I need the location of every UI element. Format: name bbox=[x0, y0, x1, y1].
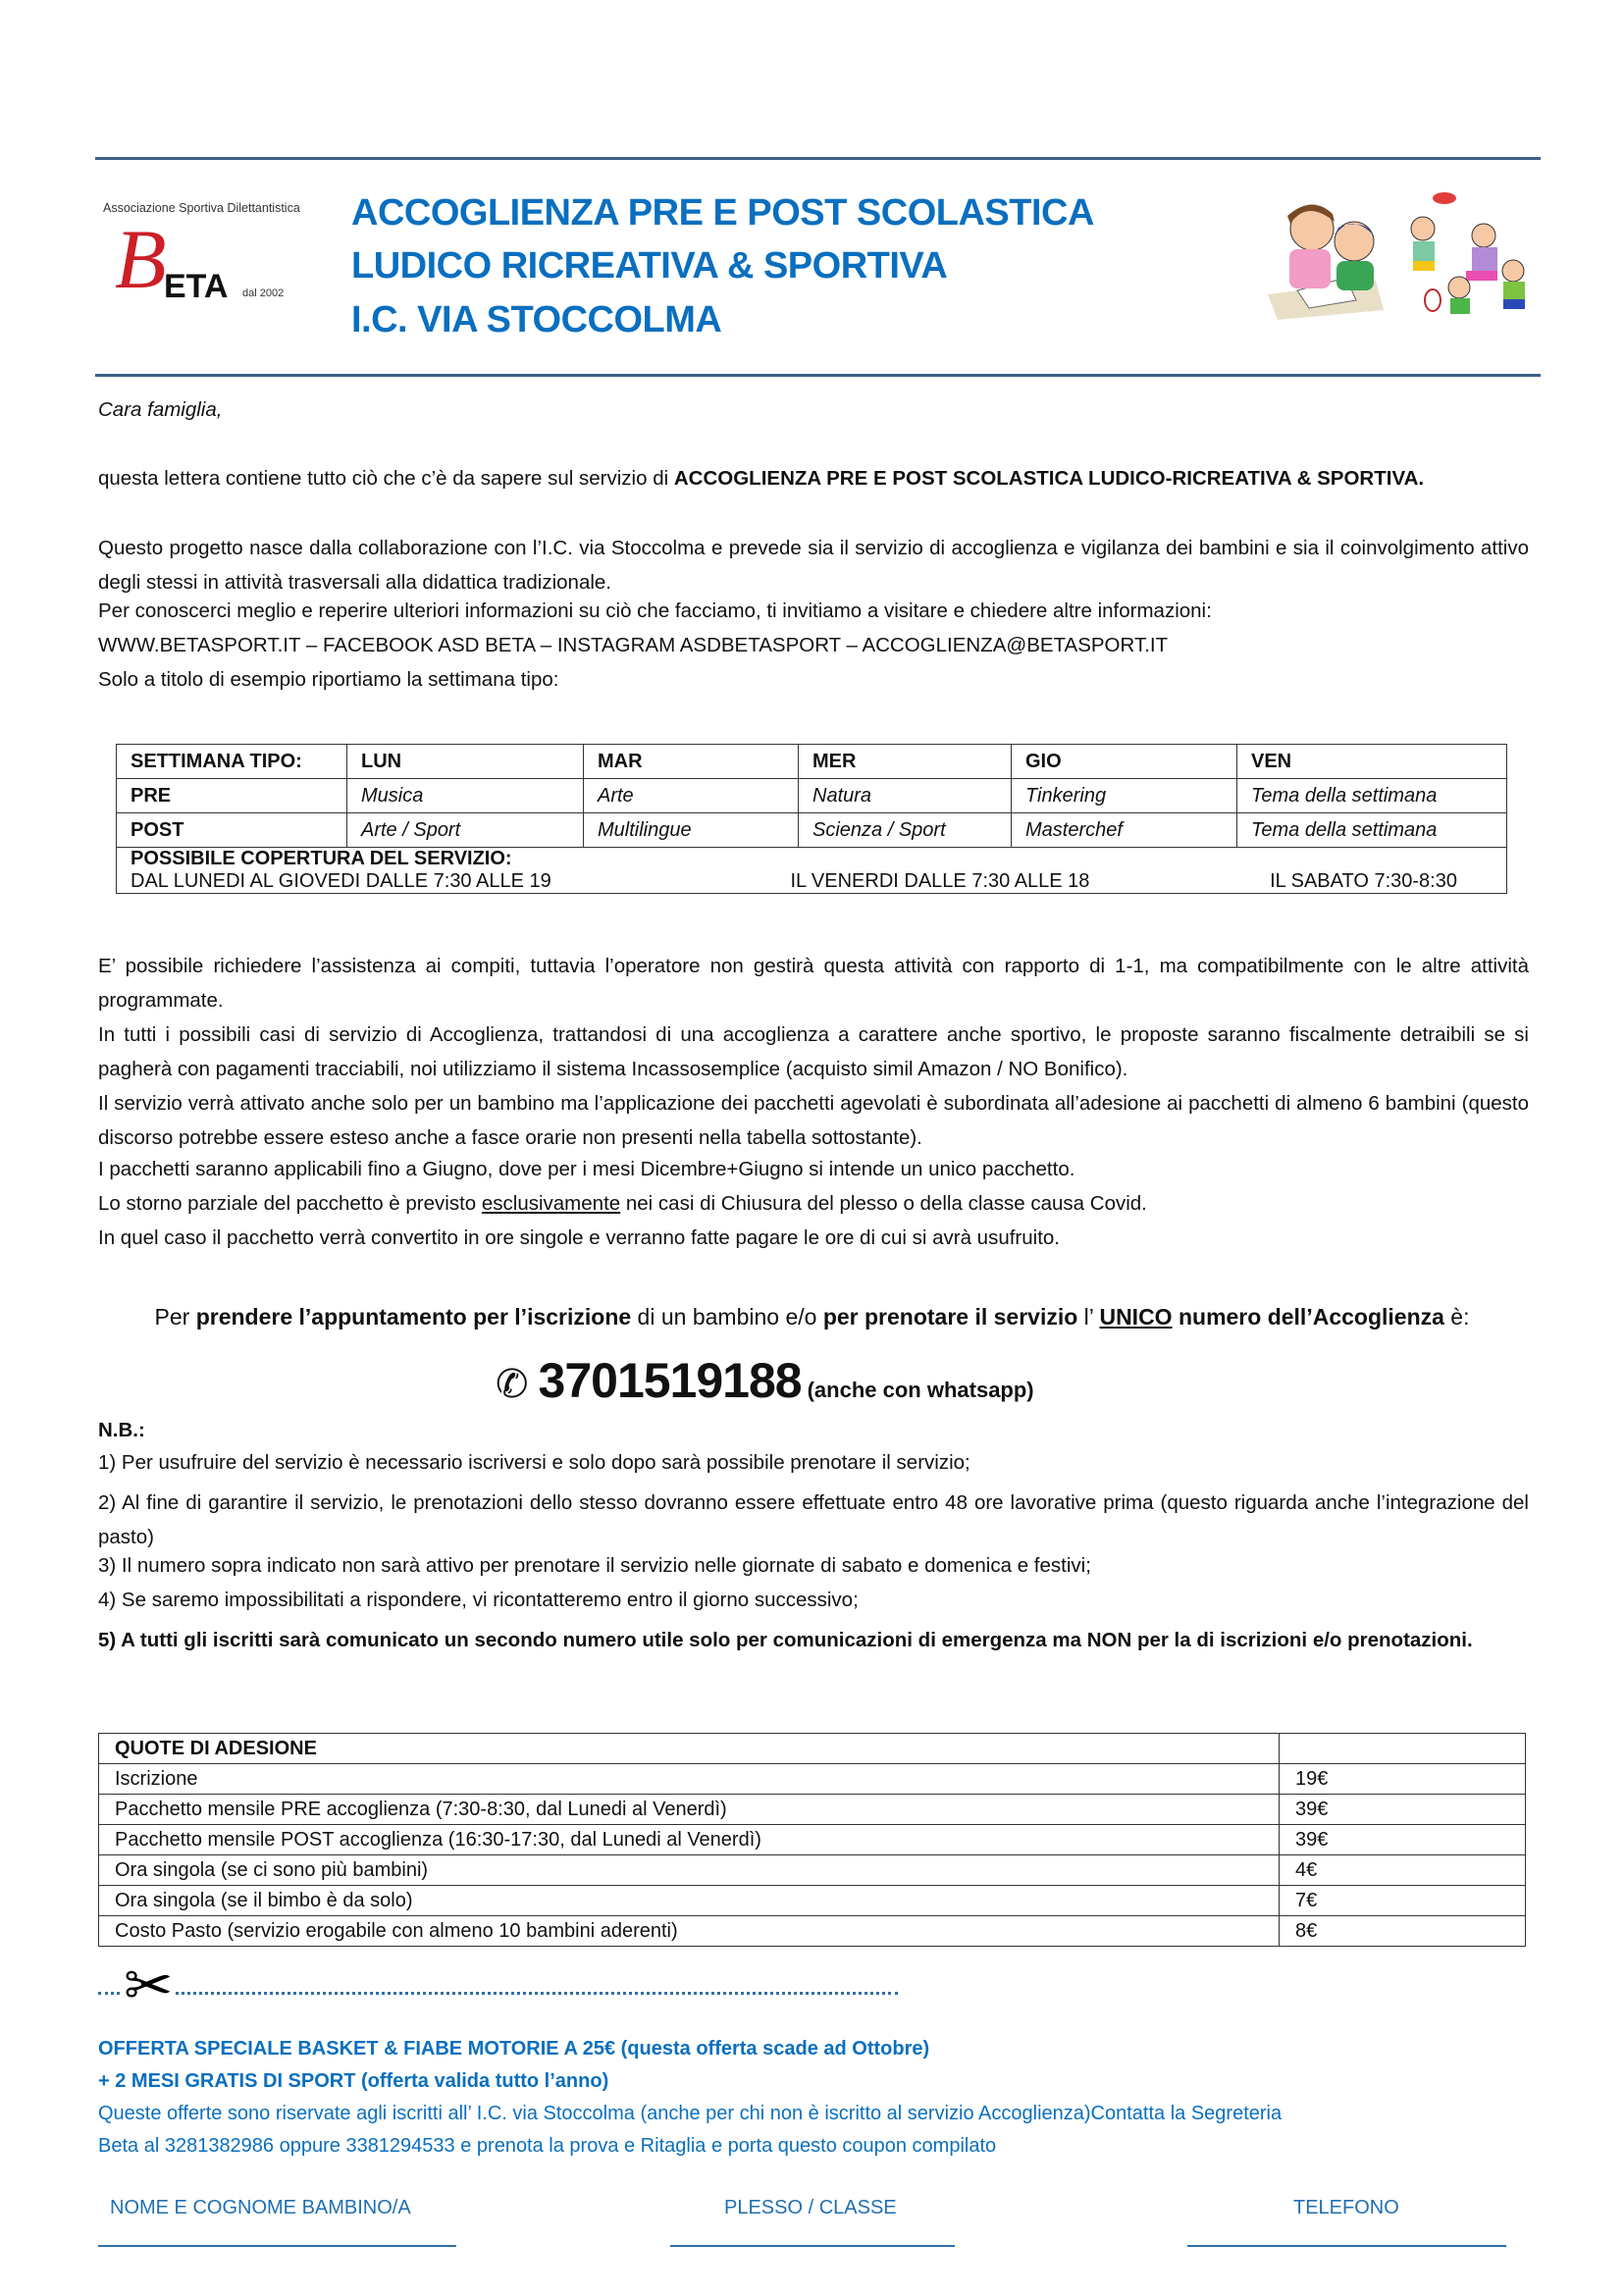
scissors-icon: ✂ bbox=[124, 1953, 174, 2018]
fees-table bbox=[98, 1733, 1526, 1947]
offer-line-1: OFFERTA SPECIALE BASKET & FIABE MOTORIE A 25€ (questa offerta scade ad Ottobre) bbox=[98, 2038, 930, 2060]
refund-prefix: Lo storno parziale del pacchetto è previsto bbox=[98, 1192, 482, 1215]
fee-item: Pacchetto mensile POST accoglienza (16:30-17:30, dal Lunedi al Venerdì) bbox=[99, 1825, 1280, 1855]
greeting: Cara famiglia, bbox=[98, 398, 223, 421]
project-paragraph: Questo progetto nasce dalla collaborazione con l’I.C. via Stoccolma e prevede sia il servizio di accoglienza e vigilanza dei bambini e sia il coinvolgimento attivo degli stessi in attività trasversali alla didattica tradizionale. bbox=[98, 537, 1529, 594]
example-text: Solo a titolo di esempio riportiamo la settimana tipo: bbox=[98, 668, 559, 691]
activity-cell: Arte bbox=[584, 779, 799, 813]
playing-children-icon bbox=[1411, 192, 1525, 314]
row-label: PRE bbox=[117, 779, 347, 813]
fees-header-empty bbox=[1280, 1734, 1526, 1764]
info-text: Per conoscerci meglio e reperire ulteriori informazioni su ciò che facciamo, ti invitiamo a visitare e chiedere altre informazioni: bbox=[98, 600, 1212, 622]
logo-brand-text: ETA bbox=[164, 268, 229, 305]
child-name-field[interactable] bbox=[98, 2245, 456, 2247]
header-bottom-rule bbox=[95, 374, 1541, 377]
activity-cell: Tema della settimana bbox=[1237, 813, 1507, 848]
fee-price: 19€ bbox=[1280, 1764, 1526, 1795]
field-label-school-class: PLESSO / CLASSE bbox=[724, 2197, 897, 2218]
intro-text: questa lettera contiene tutto ciò che c’è da sapere sul servizio di bbox=[98, 467, 674, 490]
week-header-cell: LUN bbox=[347, 745, 584, 779]
activation-paragraph: Il servizio verrà attivato anche solo per un bambino ma l’applicazione dei pacchetti agevolati è subordinata all’adesione ai pacchetti di almeno 6 bambini (questo discorso potrebbe essere esteso anche a fasce orarie non presenti nella tabella sottostante). bbox=[98, 1092, 1529, 1149]
booking-unico: UNICO bbox=[1099, 1304, 1173, 1330]
note-item: 4) Se saremo impossibilitati a rispondere, vi ricontatteremo entro il giorno successivo; bbox=[98, 1589, 859, 1611]
fee-item: Pacchetto mensile PRE accoglienza (7:30-8:30, dal Lunedi al Venerdì) bbox=[99, 1795, 1280, 1825]
activity-cell: Multilingue bbox=[584, 813, 799, 848]
packages-text: I pacchetti saranno applicabili fino a Giugno, dove per i mesi Dicembre+Giugno si intende un unico pacchetto. bbox=[98, 1158, 1075, 1180]
fee-item: Ora singola (se il bimbo è da solo) bbox=[99, 1886, 1280, 1916]
phone-icon: ✆ bbox=[496, 1363, 529, 1406]
fee-price: 8€ bbox=[1280, 1916, 1526, 1947]
coverage-cell bbox=[117, 848, 1507, 894]
week-table-header-row bbox=[117, 745, 1507, 779]
refund-emphasis: esclusivamente bbox=[481, 1192, 621, 1215]
week-header-cell: VEN bbox=[1237, 745, 1507, 779]
fee-item: Ora singola (se ci sono più bambini) bbox=[99, 1855, 1280, 1886]
fee-price: 7€ bbox=[1280, 1886, 1526, 1916]
header-top-rule bbox=[95, 157, 1541, 160]
table-row bbox=[117, 813, 1507, 848]
booking-instructions bbox=[0, 1304, 1624, 1330]
field-label-child-name: NOME E COGNOME BAMBINO/A bbox=[110, 2197, 411, 2218]
phone-block bbox=[496, 1352, 1034, 1409]
fee-price: 39€ bbox=[1280, 1825, 1526, 1855]
cut-line bbox=[98, 1992, 898, 1995]
intro-service-name: ACCOGLIENZA PRE E POST SCOLASTICA LUDICO-RICREATIVA & SPORTIVA. bbox=[673, 467, 1425, 490]
phone-note: (anche con whatsapp) bbox=[807, 1378, 1034, 1402]
activity-cell: Arte / Sport bbox=[347, 813, 584, 848]
notes-title: N.B.: bbox=[98, 1419, 145, 1441]
coverage-times bbox=[131, 870, 1493, 893]
activity-cell: Natura bbox=[799, 779, 1012, 813]
title-line-2: LUDICO RICREATIVA & SPORTIVA bbox=[351, 245, 948, 287]
school-class-field[interactable] bbox=[670, 2245, 955, 2247]
booking-text: Per bbox=[154, 1304, 196, 1330]
week-table bbox=[116, 744, 1507, 894]
fee-item: Iscrizione bbox=[99, 1764, 1280, 1795]
booking-text: l’ bbox=[1077, 1304, 1100, 1330]
intro-paragraph bbox=[98, 467, 1424, 491]
logo-association-text: Associazione Sportiva Dilettantistica bbox=[103, 201, 300, 215]
offer-info-2: Beta al 3281382986 oppure 3381294533 e prenota la prova e Ritaglia e porta questo coupon compilato bbox=[98, 2135, 997, 2157]
activity-cell: Tinkering bbox=[1012, 779, 1237, 813]
title-line-3: I.C. VIA STOCCOLMA bbox=[351, 299, 722, 340]
note-item: 2) Al fine di garantire il servizio, le prenotazioni dello stesso dovranno essere effettuate entro 48 ore lavorative prima (questo riguarda anche l’integrazione del pasto) bbox=[98, 1491, 1529, 1548]
fee-price: 39€ bbox=[1280, 1795, 1526, 1825]
booking-bold: per prenotare il servizio bbox=[822, 1304, 1078, 1330]
booking-text: di un bambino e/o bbox=[631, 1304, 823, 1330]
logo-since-text: dal 2002 bbox=[242, 287, 285, 299]
refund-suffix: nei casi di Chiusura del plesso o della classe causa Covid. bbox=[620, 1192, 1147, 1215]
table-row bbox=[99, 1764, 1526, 1795]
coverage-mon-thu: DAL LUNEDI AL GIOVEDI DALLE 7:30 ALLE 19 bbox=[131, 870, 551, 892]
note-item: 3) Il numero sopra indicato non sarà attivo per prenotare il servizio nelle giornate di sabato e domenica e festivi; bbox=[98, 1554, 1091, 1577]
fee-price: 4€ bbox=[1280, 1855, 1526, 1886]
table-row bbox=[99, 1886, 1526, 1916]
table-row bbox=[99, 1825, 1526, 1855]
children-illustration bbox=[1258, 184, 1533, 327]
offer-line-2: + 2 MESI GRATIS DI SPORT (offerta valida tutto l’anno) bbox=[98, 2070, 609, 2092]
note-item-emergency: 5) A tutti gli iscritti sarà comunicato un secondo numero utile solo per comunicazioni di emergenza ma NON per la di iscrizioni e/o prenotazioni. bbox=[98, 1629, 1473, 1651]
booking-text: è: bbox=[1443, 1304, 1470, 1330]
conversion-text: In quel caso il pacchetto verrà convertito in ore singole e verranno fatte pagare le ore di cui si avrà usufruito. bbox=[98, 1226, 1060, 1249]
activity-cell: Tema della settimana bbox=[1237, 779, 1507, 813]
week-header-cell: MAR bbox=[584, 745, 799, 779]
phone-number[interactable]: 3701519188 bbox=[538, 1353, 802, 1408]
phone-field[interactable] bbox=[1187, 2245, 1506, 2247]
booking-bold: prendere l’appuntamento per l’iscrizione bbox=[195, 1304, 632, 1330]
table-row bbox=[117, 779, 1507, 813]
beta-logo bbox=[103, 201, 334, 314]
note-item: 1) Per usufruire del servizio è necessario iscriversi e solo dopo sarà possibile prenotare il servizio; bbox=[98, 1451, 970, 1474]
offer-info-1: Queste offerte sono riservate agli iscritti all’ I.C. via Stoccolma (anche per chi non è iscritto al servizio Accoglienza)Contatta la Segreteria bbox=[98, 2103, 1283, 2124]
week-header-cell: MER bbox=[799, 745, 1012, 779]
homework-paragraph: E’ possibile richiedere l’assistenza ai compiti, tuttavia l’operatore non gestirà questa attività con rapporto di 1-1, ma compatibilmente con le altre attività programmate. bbox=[98, 955, 1529, 1012]
week-header-cell: GIO bbox=[1012, 745, 1237, 779]
coverage-fri: IL VENERDI DALLE 7:30 ALLE 18 bbox=[790, 870, 1090, 892]
title-line-1: ACCOGLIENZA PRE E POST SCOLASTICA bbox=[351, 192, 1094, 234]
table-row bbox=[99, 1855, 1526, 1886]
activity-cell: Musica bbox=[347, 779, 584, 813]
fees-header-row bbox=[99, 1734, 1526, 1764]
logo-initial: B bbox=[115, 212, 167, 306]
contacts-text[interactable]: WWW.BETASPORT.IT – FACEBOOK ASD BETA – INSTAGRAM ASDBETASPORT – ACCOGLIENZA@BETASPORT.IT bbox=[98, 634, 1169, 656]
coverage-row bbox=[117, 848, 1507, 894]
coverage-sat: IL SABATO 7:30-8:30 bbox=[1270, 870, 1457, 892]
refund-text bbox=[98, 1192, 1147, 1216]
studying-children-icon bbox=[1268, 204, 1384, 320]
field-label-phone: TELEFONO bbox=[1293, 2197, 1399, 2218]
activity-cell: Scienza / Sport bbox=[799, 813, 1012, 848]
tax-paragraph: In tutti i possibili casi di servizio di Accoglienza, trattandosi di una accoglienza a carattere anche sportivo, le proposte saranno fiscalmente detraibili se si pagherà con pagamenti tracciabili, noi utilizziamo il sistema Incassosemplice (acquisto simil Amazon / NO Bonifico). bbox=[98, 1023, 1529, 1080]
booking-bold: numero dell’Accoglienza bbox=[1172, 1304, 1444, 1330]
fee-item: Costo Pasto (servizio erogabile con almeno 10 bambini aderenti) bbox=[99, 1916, 1280, 1947]
fees-header: QUOTE DI ADESIONE bbox=[99, 1734, 1280, 1764]
table-row bbox=[99, 1916, 1526, 1947]
table-row bbox=[99, 1795, 1526, 1825]
activity-cell: Masterchef bbox=[1012, 813, 1237, 848]
week-header-cell: SETTIMANA TIPO: bbox=[117, 745, 347, 779]
row-label: POST bbox=[117, 813, 347, 848]
coverage-title: POSSIBILE COPERTURA DEL SERVIZIO: bbox=[131, 848, 512, 869]
